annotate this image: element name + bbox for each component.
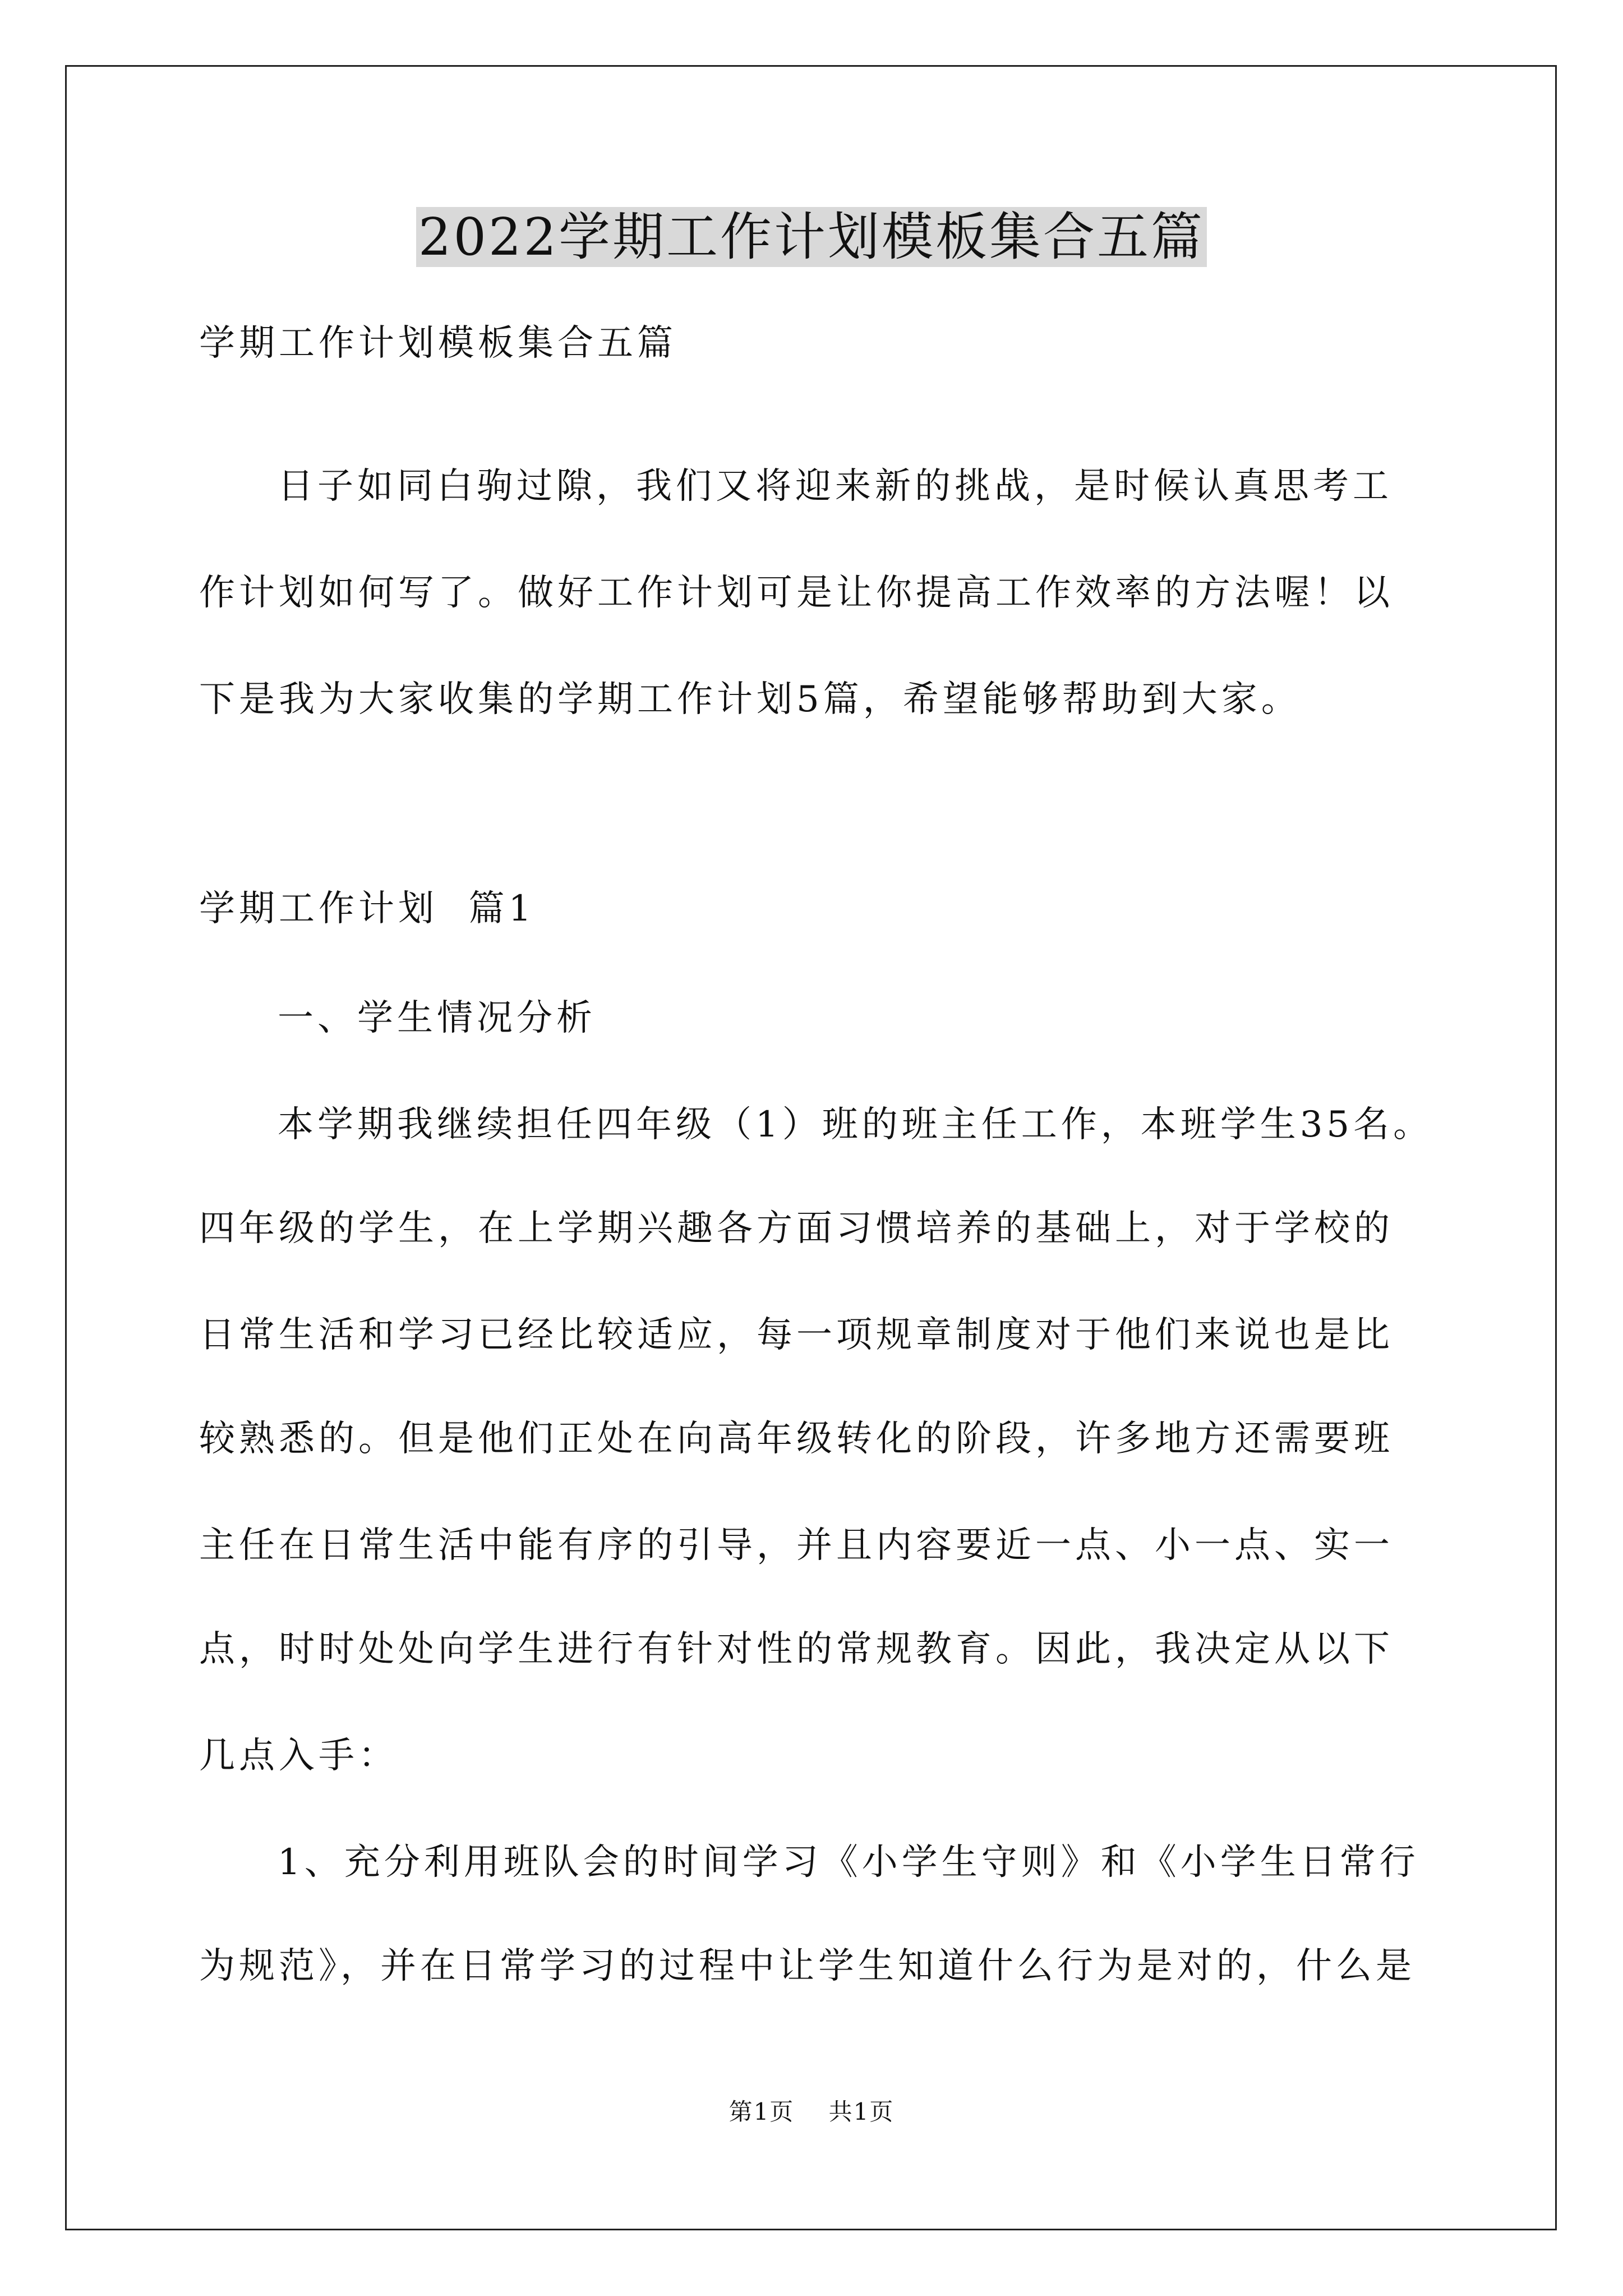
document-title: 2022学期工作计划模板集合五篇 <box>0 198 1623 277</box>
intro-line-2: 作计划如何写了。做好工作计划可是让你提高工作效率的方法喔！以 <box>199 572 1394 614</box>
body-line-5: 主任在日常生活中能有序的引导，并且内容要近一点、小一点、实一 <box>199 1525 1394 1566</box>
intro-line-3: 下是我为大家收集的学期工作计划5篇，希望能够帮助到大家。 <box>199 679 1301 720</box>
body-line-2: 四年级的学生，在上学期兴趣各方面习惯培养的基础上，对于学校的 <box>199 1208 1394 1249</box>
document-subtitle: 学期工作计划模板集合五篇 <box>199 323 677 364</box>
page-footer: 第1页 共1页 <box>728 2098 895 2125</box>
point-line-1: 1、充分利用班队会的时间学习《小学生守则》和《小学生日常行 <box>278 1842 1419 1883</box>
body-line-6: 点，时时处处向学生进行有针对性的常规教育。因此，我决定从以下 <box>199 1628 1394 1670</box>
subheading: 一、学生情况分析 <box>278 997 596 1039</box>
body-line-3: 日常生活和学习已经比较适应，每一项规章制度对于他们来说也是比 <box>199 1314 1394 1356</box>
body-line-7: 几点入手： <box>199 1735 398 1777</box>
intro-line-1: 日子如同白驹过隙，我们又将迎来新的挑战，是时候认真思考工 <box>278 466 1393 507</box>
body-line-1: 本学期我继续担任四年级（1）班的班主任工作，本班学生35名。 <box>278 1104 1433 1145</box>
section-heading: 学期工作计划 篇1 <box>199 888 536 930</box>
point-line-2: 为规范》，并在日常学习的过程中让学生知道什么行为是对的，什么是 <box>199 1945 1415 1987</box>
body-line-4: 较熟悉的。但是他们正处在向高年级转化的阶段，许多地方还需要班 <box>199 1418 1394 1460</box>
